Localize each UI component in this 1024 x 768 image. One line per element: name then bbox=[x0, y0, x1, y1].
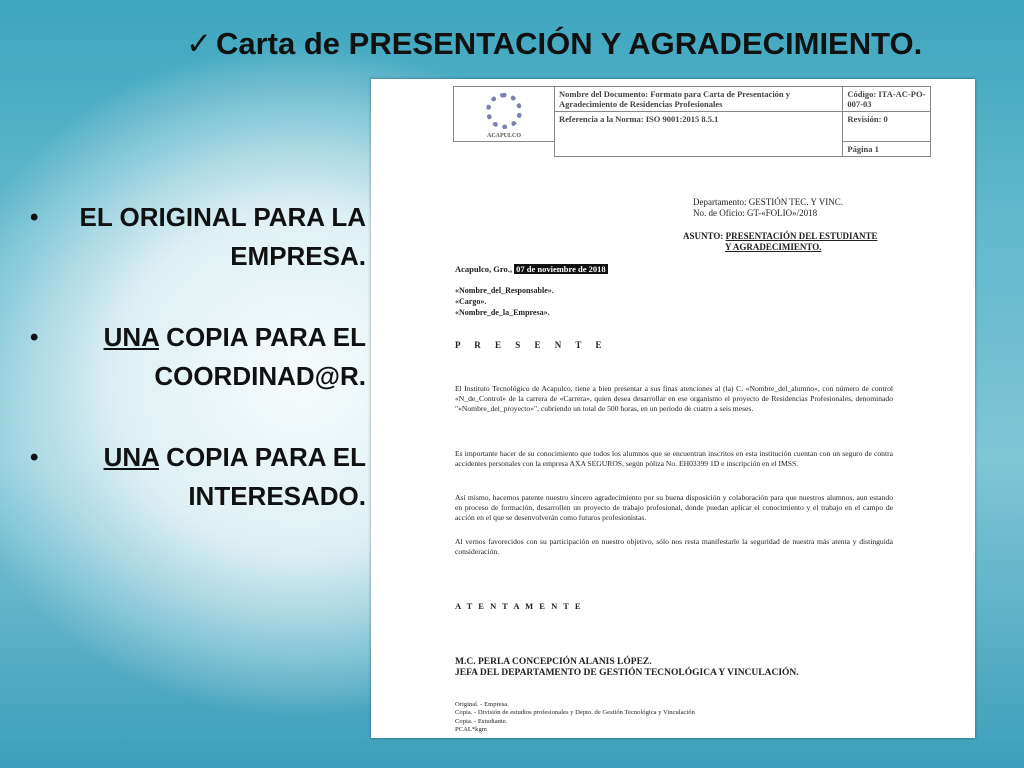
addressee-line: «Nombre_de_la_Empresa». bbox=[455, 308, 550, 317]
pagina-cell: Página 1 bbox=[843, 142, 931, 157]
doc-name-cell: Nombre del Documento: Formato para Carta de Presentación y Agradecimiento de Residencias Profesionales bbox=[555, 87, 843, 112]
copy-line: Original. - Empresa. bbox=[455, 701, 509, 708]
place-date bbox=[455, 264, 608, 274]
letter-document bbox=[371, 79, 975, 738]
title-text: Carta de PRESENTACIÓN Y AGRADECIMIENTO. bbox=[215, 26, 923, 61]
signer-name: M.C. PERLA CONCEPCIÓN ALANIS LÓPEZ. bbox=[455, 657, 652, 667]
body-paragraph: Así mismo, hacemos patente nuestro sincero agradecimiento por su buena disposición y colaboración para que nuestros alumnos, aun estando en proceso de formación, desarrollen un proyecto de trabajo profesional, donde puedan aplicar el conocimiento y el trabajo en el campo de acción en el que se desenvolverán como futuros profesionistas. bbox=[455, 493, 893, 522]
institute-logo-icon bbox=[479, 93, 529, 133]
date-highlight: 07 de noviembre de 2018 bbox=[516, 264, 606, 274]
body-paragraph: Es importante hacer de su conocimiento que todos los alumnos que se encuentran inscritos en esta institución cuentan con un seguro de contra accidentes personales con la empresa AXA SEGUROS, según póliza No. EH03399 1D e inscripción en el IMSS. bbox=[455, 449, 893, 468]
bullet-item bbox=[30, 198, 366, 276]
bullet-icon: • bbox=[30, 444, 39, 471]
asunto-line1: PRESENTACIÓN DEL ESTUDIANTE bbox=[725, 231, 878, 241]
oficio-number: No. de Oficio: GT-«FOLIO»/2018 bbox=[693, 208, 818, 218]
asunto-block bbox=[683, 231, 877, 253]
bullet-list bbox=[30, 198, 366, 558]
asunto-label: ASUNTO: bbox=[683, 231, 724, 241]
department-block bbox=[693, 197, 843, 219]
document-header-table bbox=[453, 86, 931, 157]
bullet-item bbox=[30, 438, 366, 516]
bullet-underlined: UNA bbox=[103, 442, 159, 472]
addressee-line: «Cargo». bbox=[455, 297, 487, 306]
bullet-text: COPIA PARA EL COORDINAD@R. bbox=[154, 322, 366, 391]
norma-cell: Referencia a la Norma: ISO 9001:2015 8.5.1 bbox=[555, 112, 843, 157]
asunto-line2: Y AGRADECIMIENTO. bbox=[725, 242, 822, 252]
closing: A T E N T A M E N T E bbox=[455, 601, 583, 611]
bullet-icon: • bbox=[30, 324, 39, 351]
revision-cell: Revisión: 0 bbox=[843, 112, 931, 142]
logo-cell bbox=[454, 87, 555, 142]
logo-caption: ACAPULCO bbox=[487, 133, 521, 139]
bullet-text: EL ORIGINAL PARA LA EMPRESA. bbox=[79, 202, 366, 271]
bullet-underlined: UNA bbox=[103, 322, 159, 352]
bullet-text: COPIA PARA EL INTERESADO. bbox=[158, 442, 366, 511]
checkmark-icon: ✓ bbox=[186, 26, 212, 61]
presente: P R E S E N T E bbox=[455, 340, 608, 350]
addressee-block bbox=[455, 285, 554, 318]
copies-block bbox=[455, 701, 695, 735]
department: Departamento: GESTIÓN TEC. Y VINC. bbox=[693, 197, 843, 207]
bullet-item bbox=[30, 318, 366, 396]
body-paragraph: Al vernos favorecidos con su participación en nuestro objetivo, sólo nos resta manifestarle la seguridad de nuestra más atenta y distinguida consideración. bbox=[455, 537, 893, 556]
copy-line: PCAL*kgm bbox=[455, 726, 487, 734]
codigo-cell: Código: ITA-AC-PO-007-03 bbox=[843, 87, 931, 112]
body-paragraph: El Instituto Tecnológico de Acapulco, tiene a bien presentar a sus finas atenciones al (la) C. «Nombre_del_alumno», con número de control «N_de_Control» de la carrera de «Carrera», quien desea desarrollar en ese organismo el proyecto de Residencias Profesionales, denominado "«Nombre_del_proyecto»", cubriendo un total de 500 horas, en un período de cuatro a seis meses. bbox=[455, 384, 893, 413]
bullet-icon: • bbox=[30, 204, 39, 231]
place: Acapulco, Gro., bbox=[455, 264, 512, 274]
copy-line: Copia. - Estudiante. bbox=[455, 717, 508, 725]
signer-title: JEFA DEL DEPARTAMENTO DE GESTIÓN TECNOLÓGICA Y VINCULACIÓN. bbox=[455, 668, 799, 678]
slide-title bbox=[186, 26, 1006, 62]
addressee-line: «Nombre_del_Responsable». bbox=[455, 286, 554, 295]
signer-block bbox=[455, 657, 799, 679]
copy-line: Copia. - División de estudios profesionales y Depto. de Gestión Tecnológica y Vinculación bbox=[455, 709, 695, 717]
